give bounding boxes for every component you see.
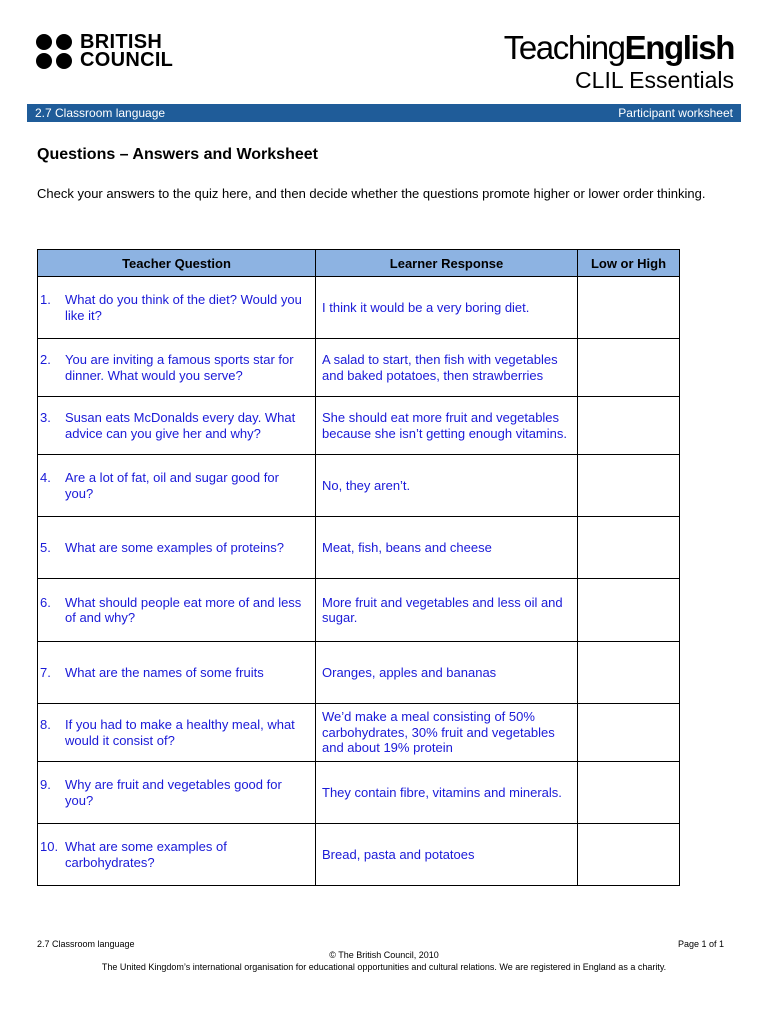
low-or-high-cell[interactable] [578, 704, 680, 762]
page-title: Questions – Answers and Worksheet [37, 146, 318, 163]
question-text: What are the names of some fruits [65, 664, 264, 680]
learner-response: They contain fibre, vitamins and minerals. [316, 762, 578, 824]
low-or-high-cell[interactable] [578, 277, 680, 339]
question-number: 4. [40, 470, 51, 485]
table-row [38, 704, 680, 762]
learner-response: More fruit and vegetables and less oil and sugar. [316, 579, 578, 642]
british-council-logo [36, 33, 173, 69]
brand-title [504, 30, 734, 66]
table-row [38, 824, 680, 886]
logo-line-2: COUNCIL [80, 49, 174, 71]
section-bar-left: 2.7 Classroom language [35, 106, 166, 120]
footer-charity-note: The United Kingdom’s international organisation for educational opportunities and cultural relations. We are registered in England as a charity. [101, 962, 667, 972]
table-row [38, 517, 680, 579]
low-or-high-cell[interactable] [578, 579, 680, 642]
table-row [38, 397, 680, 455]
low-or-high-cell[interactable] [578, 762, 680, 824]
question-number: 5. [40, 539, 51, 555]
teacher-question [38, 579, 316, 642]
logo-dots-icon [36, 34, 72, 69]
logo-line-1: BRITISH [80, 31, 163, 53]
logo-text [80, 33, 173, 69]
teacher-question [38, 455, 316, 517]
teaching-english-brand [504, 30, 734, 94]
learner-response: We’d make a meal consisting of 50% carbohydrates, 30% fruit and vegetables and about 19% protein [316, 704, 578, 762]
brand-part-1: Teaching [503, 29, 625, 66]
teacher-question [38, 339, 316, 397]
question-text: What do you think of the diet? Would you like it? [65, 292, 302, 323]
worksheet-table [37, 249, 680, 886]
table-row [38, 642, 680, 704]
question-text: What should people eat more of and less of and why? [65, 594, 302, 625]
header-low-or-high: Low or High [578, 250, 680, 277]
table-header-row [38, 250, 680, 277]
teacher-question [38, 824, 316, 886]
question-number: 1. [40, 292, 51, 307]
learner-response: She should eat more fruit and vegetables because she isn’t getting enough vitamins. [316, 397, 578, 455]
question-number: 10. [40, 839, 59, 854]
brand-part-2: English [624, 29, 734, 66]
low-or-high-cell[interactable] [578, 455, 680, 517]
table-row [38, 762, 680, 824]
question-text: Why are fruit and vegetables good for you? [65, 777, 282, 808]
teacher-question [38, 642, 316, 704]
learner-response: Oranges, apples and bananas [316, 642, 578, 704]
footer-section: 2.7 Classroom language [37, 939, 135, 949]
question-text: Susan eats McDonalds every day. What advice can you give her and why? [65, 410, 296, 441]
learner-response: No, they aren’t. [316, 455, 578, 517]
learner-response: Meat, fish, beans and cheese [316, 517, 578, 579]
learner-response: Bread, pasta and potatoes [316, 824, 578, 886]
section-bar [27, 104, 741, 122]
brand-subtitle: CLIL Essentials [575, 67, 734, 93]
learner-response: I think it would be a very boring diet. [316, 277, 578, 339]
question-text: What are some examples of proteins? [65, 539, 284, 555]
learner-response: A salad to start, then fish with vegetables and baked potatoes, then strawberries [316, 339, 578, 397]
question-text: Are a lot of fat, oil and sugar good for you? [65, 470, 279, 501]
question-text: What are some examples of carbohydrates? [65, 839, 227, 870]
intro-text: Check your answers to the quiz here, and then decide whether the questions promote higher or lower order thinking. [37, 186, 706, 201]
question-number: 6. [40, 594, 51, 610]
low-or-high-cell[interactable] [578, 517, 680, 579]
table-row [38, 339, 680, 397]
section-bar-right: Participant worksheet [618, 106, 733, 120]
table-row [38, 455, 680, 517]
teacher-question [38, 397, 316, 455]
low-or-high-cell[interactable] [578, 397, 680, 455]
teacher-question [38, 704, 316, 762]
table-row [38, 579, 680, 642]
header-learner-response: Learner Response [316, 250, 578, 277]
question-number: 3. [40, 410, 51, 425]
footer-copyright: © The British Council, 2010 [329, 950, 439, 960]
question-number: 9. [40, 777, 51, 792]
question-text: If you had to make a healthy meal, what would it consist of? [65, 717, 295, 748]
question-number: 8. [40, 717, 51, 732]
question-number: 2. [40, 352, 51, 367]
question-text: You are inviting a famous sports star for dinner. What would you serve? [65, 352, 294, 383]
teacher-question [38, 277, 316, 339]
teacher-question [38, 517, 316, 579]
header-teacher-question: Teacher Question [38, 250, 316, 277]
question-number: 7. [40, 664, 51, 680]
low-or-high-cell[interactable] [578, 824, 680, 886]
footer-page-number: Page 1 of 1 [677, 939, 724, 949]
table-row [38, 277, 680, 339]
teacher-question [38, 762, 316, 824]
low-or-high-cell[interactable] [578, 339, 680, 397]
low-or-high-cell[interactable] [578, 642, 680, 704]
